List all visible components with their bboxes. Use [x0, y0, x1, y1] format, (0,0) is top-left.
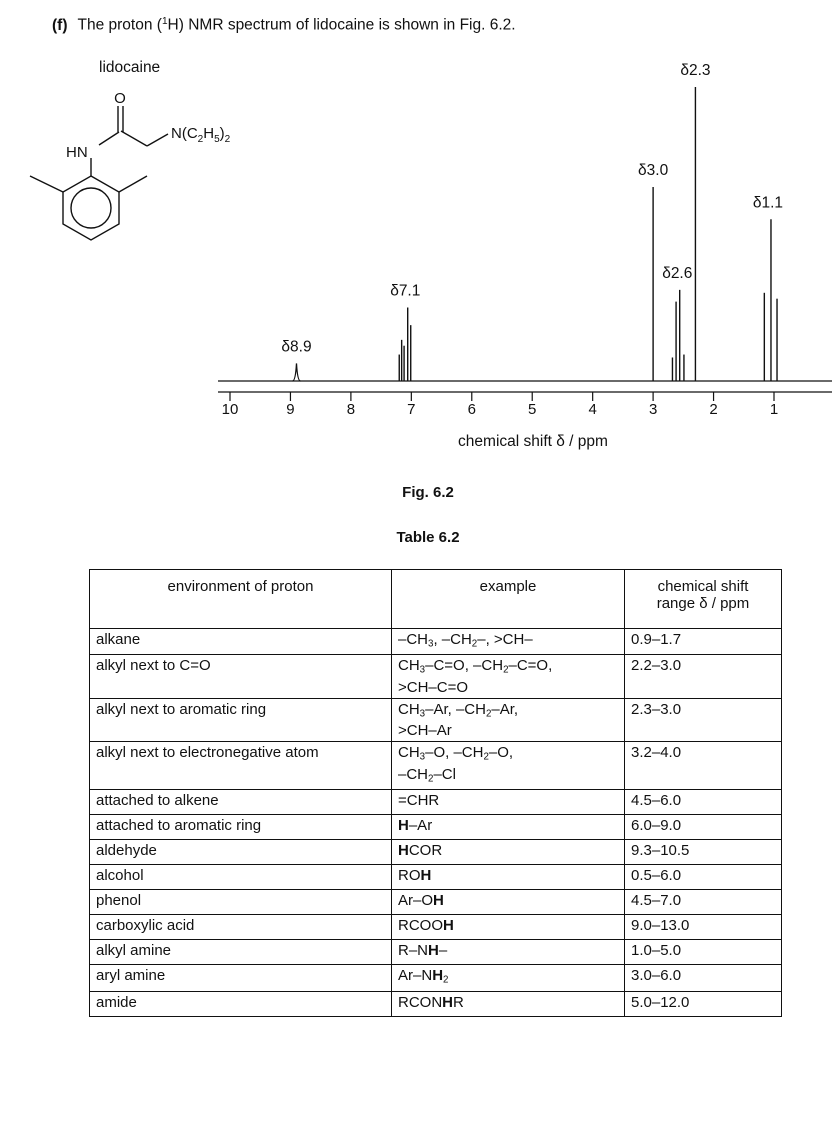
environment-cell: alcohol	[90, 865, 392, 890]
table-row	[90, 965, 782, 991]
table-row	[90, 790, 782, 815]
environment-cell: aldehyde	[90, 840, 392, 865]
table-row	[90, 991, 782, 1016]
x-axis-label: chemical shift δ / ppm	[458, 433, 608, 450]
table-header-row	[90, 570, 782, 629]
atom-hn-label: HN	[66, 144, 88, 161]
aromatic-circle	[71, 188, 111, 228]
methyl-bond-right	[119, 176, 147, 192]
x-tick-label: 7	[407, 401, 416, 418]
spectrum-peak	[292, 363, 300, 381]
figure-caption: Fig. 6.2	[402, 484, 454, 501]
example-cell: R–NH–	[392, 940, 625, 965]
range-cell: 3.2–4.0	[625, 742, 782, 790]
x-tick-label: 4	[588, 401, 597, 418]
lidocaine-structure	[30, 106, 168, 240]
example-cell: ROH	[392, 865, 625, 890]
example-cell: $CH_3-Ar$, $-CH_2-Ar$, >CH–Ar	[392, 698, 625, 741]
table-row	[90, 742, 782, 790]
x-tick-label: 9	[286, 401, 295, 418]
range-cell: 0.9–1.7	[625, 629, 782, 655]
molecule-name: lidocaine	[99, 59, 161, 76]
question-superscript: 1	[161, 16, 168, 27]
x-tick-label: 10	[221, 401, 239, 418]
environment-cell: carboxylic acid	[90, 915, 392, 940]
methyl-bond-left	[30, 176, 63, 192]
environment-cell: alkane	[90, 629, 392, 655]
range-cell: 9.3–10.5	[625, 840, 782, 865]
question-prefix: The proton (	[77, 16, 162, 34]
peak-label: δ2.6	[662, 264, 693, 282]
ch2-n-bond	[147, 134, 168, 146]
table-row	[90, 915, 782, 940]
environment-cell: alkyl next to electronegative atom	[90, 742, 392, 790]
range-cell: 1.0–5.0	[625, 940, 782, 965]
peak-label: δ3.0	[638, 161, 669, 179]
environment-cell: alkyl amine	[90, 940, 392, 965]
environment-cell: alkyl next to aromatic ring	[90, 698, 392, 741]
example-cell: Ar–OH	[392, 890, 625, 915]
header-shift-range: chemical shift range δ / ppm	[625, 570, 782, 629]
range-cell: 4.5–7.0	[625, 890, 782, 915]
x-tick-label: 5	[528, 401, 537, 418]
x-tick-label: 1	[769, 401, 779, 418]
peak-label: δ8.9	[281, 338, 312, 356]
figure-svg	[0, 0, 832, 470]
range-cell: 4.5–6.0	[625, 790, 782, 815]
peak-label: δ1.1	[752, 194, 784, 212]
range-cell: 6.0–9.0	[625, 815, 782, 840]
example-cell: $CH_3-O$, $-CH_2-O$, $-CH_2-Cl$	[392, 742, 625, 790]
chemical-shift-table	[89, 569, 782, 1017]
table-row	[90, 655, 782, 698]
example-cell: $Ar-NH_2$	[392, 965, 625, 991]
table-row	[90, 890, 782, 915]
range-cell: 2.3–3.0	[625, 698, 782, 741]
example-cell: $CH_3-C=O$, $-CH_2-C=O$, >CH–C=O	[392, 655, 625, 698]
question-suffix: H) NMR spectrum of lidocaine is shown in Fig. 6.2.	[167, 16, 516, 34]
range-cell: 9.0–13.0	[625, 915, 782, 940]
peak-label: δ7.1	[390, 282, 421, 300]
table-row	[90, 698, 782, 741]
header-example: example	[392, 570, 625, 629]
atom-o-label: O	[114, 90, 126, 107]
example-cell: H–Ar	[392, 815, 625, 840]
x-tick-label: 3	[648, 401, 658, 418]
nmr-spectrum	[218, 62, 832, 450]
example-cell: HCOR	[392, 840, 625, 865]
environment-cell: attached to aromatic ring	[90, 815, 392, 840]
environment-cell: phenol	[90, 890, 392, 915]
c-ch2-bond	[121, 131, 147, 146]
environment-cell: amide	[90, 991, 392, 1016]
example-cell: $-CH_3$, $-CH_2-$, >CH–	[392, 629, 625, 655]
environment-cell: aryl amine	[90, 965, 392, 991]
table-row	[90, 840, 782, 865]
example-cell: RCONHR	[392, 991, 625, 1016]
n-c-bond	[99, 132, 119, 145]
table-row	[90, 815, 782, 840]
table-title: Table 6.2	[396, 529, 460, 546]
diethylamino-label: $N(C_2H_5)_2$	[171, 125, 231, 145]
range-cell: 5.0–12.0	[625, 991, 782, 1016]
environment-cell: attached to alkene	[90, 790, 392, 815]
header-environment: environment of proton	[90, 570, 392, 629]
question-label: (f)	[52, 16, 68, 34]
table-row	[90, 629, 782, 655]
table-row	[90, 940, 782, 965]
range-cell: 3.0–6.0	[625, 965, 782, 991]
example-cell: RCOOH	[392, 915, 625, 940]
example-cell: =CHR	[392, 790, 625, 815]
x-tick-label: 2	[709, 401, 718, 418]
peak-label: δ2.3	[680, 62, 711, 79]
range-cell: 2.2–3.0	[625, 655, 782, 698]
range-cell: 0.5–6.0	[625, 865, 782, 890]
x-tick-label: 6	[467, 401, 476, 418]
environment-cell: alkyl next to C=O	[90, 655, 392, 698]
x-tick-label: 8	[346, 401, 356, 418]
table-row	[90, 865, 782, 890]
